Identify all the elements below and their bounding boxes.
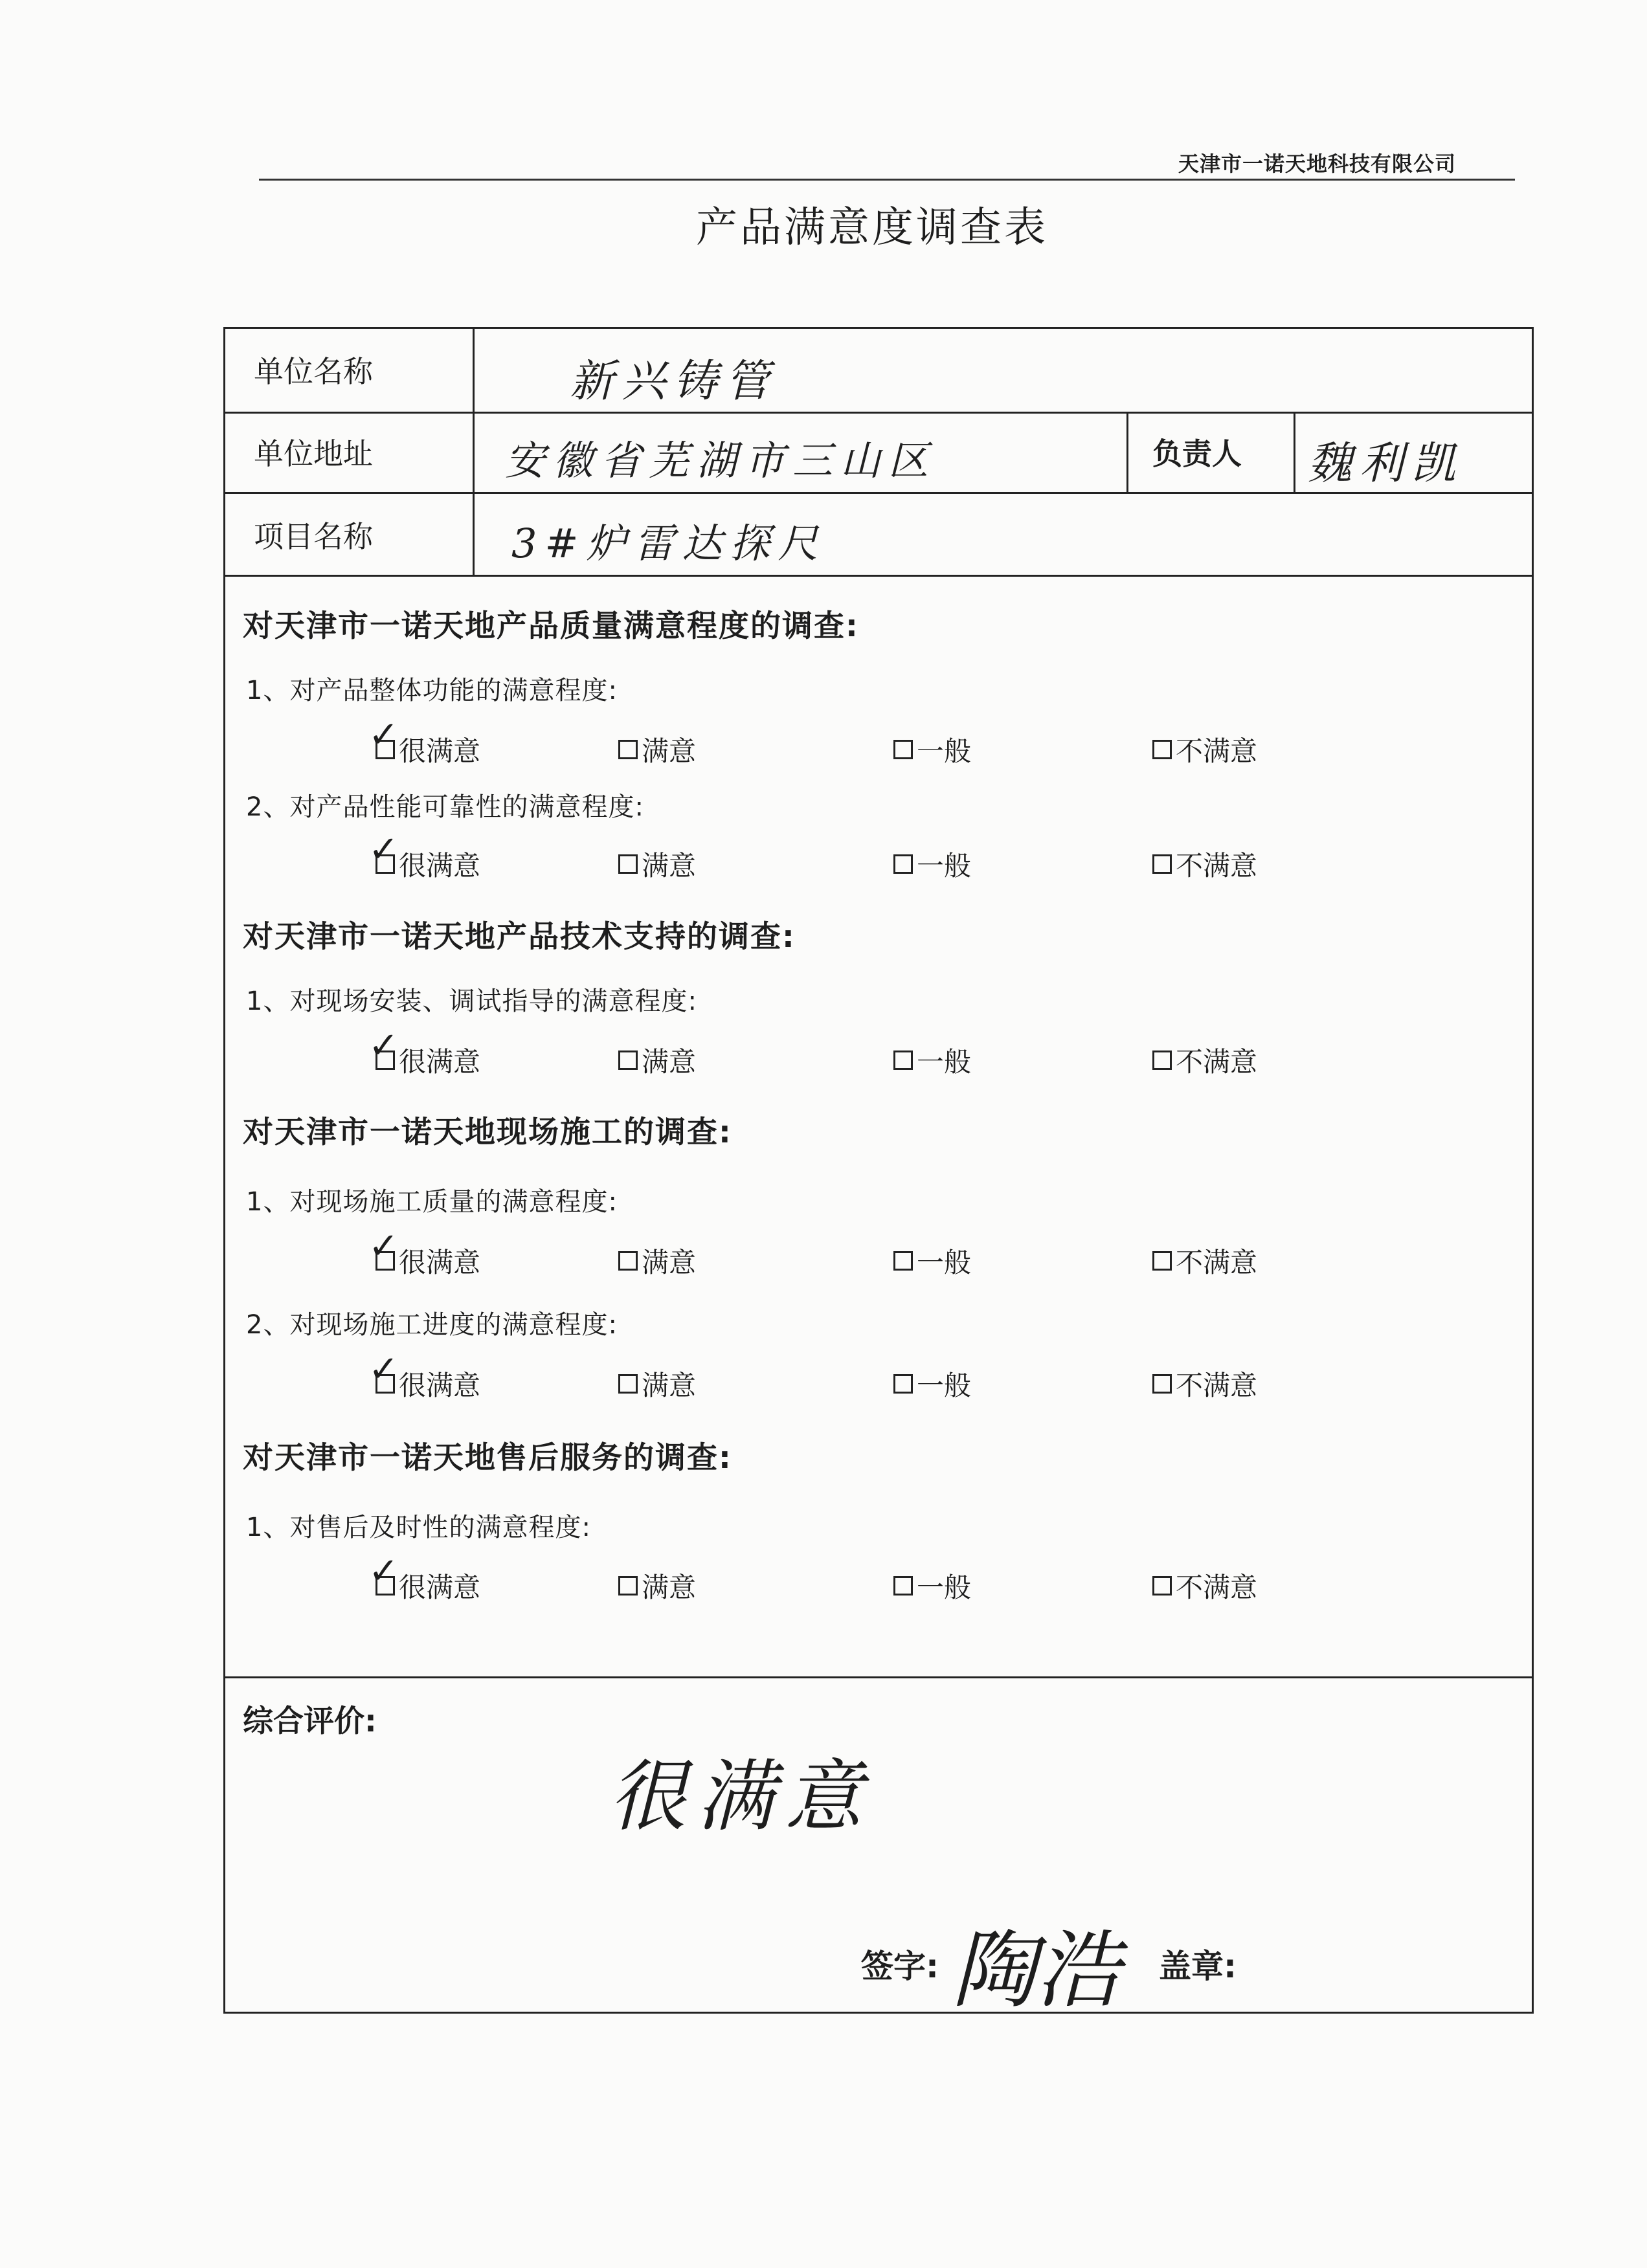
unit-address-value: 安徽省芜湖市三山区 (505, 437, 937, 484)
question-after-sales-timeliness: 1、对售后及时性的满意程度: (246, 1513, 591, 1542)
option-satisfied[interactable]: 满意 (618, 1041, 696, 1080)
checkbox[interactable] (893, 1251, 913, 1271)
option-average[interactable]: 一般 (893, 730, 971, 769)
seal-label: 盖章: (1159, 1948, 1237, 1985)
form-title: 产品满意度调查表 (696, 204, 1048, 252)
overall-evaluation-value: 很满意 (609, 1752, 873, 1842)
checkbox[interactable] (618, 1051, 638, 1070)
option-unsatisfied[interactable]: 不满意 (1152, 1241, 1257, 1280)
person-in-charge-label: 负责人 (1152, 436, 1242, 471)
question-construction-quality: 1、对现场施工质量的满意程度: (246, 1187, 618, 1217)
option-satisfied[interactable]: 满意 (618, 1566, 696, 1605)
company-name: 天津市一诺天地科技有限公司 (1178, 151, 1457, 176)
unit-address-label: 单位地址 (254, 436, 373, 471)
checkbox[interactable] (893, 1374, 913, 1394)
option-unsatisfied[interactable]: 不满意 (1152, 845, 1257, 884)
check-mark-icon: ✓ (368, 1348, 399, 1390)
checkbox[interactable] (368, 1550, 399, 1595)
info-col-divider (1126, 412, 1128, 494)
option-very-satisfied[interactable]: ✓ 很满意 (368, 1550, 481, 1603)
survey-form (223, 327, 1534, 2014)
header-rule (259, 179, 1515, 181)
check-mark-icon: ✓ (368, 1025, 399, 1067)
option-satisfied[interactable]: 满意 (618, 845, 696, 884)
option-unsatisfied[interactable]: 不满意 (1152, 1364, 1257, 1403)
unit-name-value: 新兴铸管 (570, 356, 778, 407)
check-mark-icon: ✓ (368, 1225, 399, 1267)
checkbox[interactable] (893, 1576, 913, 1595)
option-very-satisfied[interactable]: ✓ 很满意 (368, 1225, 481, 1278)
option-average[interactable]: 一般 (893, 845, 971, 884)
option-average[interactable]: 一般 (893, 1041, 971, 1080)
option-satisfied[interactable]: 满意 (618, 730, 696, 769)
overall-evaluation-label: 综合评价: (243, 1704, 377, 1739)
question-construction-progress: 2、对现场施工进度的满意程度: (246, 1310, 618, 1340)
info-row-divider (223, 575, 1532, 577)
checkbox[interactable] (1152, 740, 1172, 759)
section-title-construction: 对天津市一诺天地现场施工的调查: (243, 1115, 732, 1150)
checkbox[interactable] (368, 1025, 399, 1070)
project-name-value: 3#炉雷达探尺 (511, 520, 826, 567)
evaluation-divider (223, 1676, 1532, 1678)
info-row-divider (223, 412, 1532, 414)
checkbox[interactable] (1152, 1374, 1172, 1394)
question-reliability: 2、对产品性能可靠性的满意程度: (246, 792, 644, 822)
checkbox[interactable] (618, 740, 638, 759)
checkbox[interactable] (618, 1576, 638, 1595)
checkbox[interactable] (368, 1348, 399, 1394)
option-average[interactable]: 一般 (893, 1364, 971, 1403)
checkbox[interactable] (618, 1251, 638, 1271)
person-in-charge-value: 魏利凯 (1308, 438, 1464, 489)
section-title-quality: 对天津市一诺天地产品质量满意程度的调查: (243, 608, 859, 644)
signature-label: 签字: (861, 1948, 939, 1985)
section-title-tech-support: 对天津市一诺天地产品技术支持的调查: (243, 919, 796, 955)
option-unsatisfied[interactable]: 不满意 (1152, 730, 1257, 769)
checkbox[interactable] (368, 828, 399, 874)
check-mark-icon: ✓ (368, 828, 399, 871)
checkbox[interactable] (893, 854, 913, 874)
check-mark-icon: ✓ (368, 714, 399, 756)
option-unsatisfied[interactable]: 不满意 (1152, 1566, 1257, 1605)
info-col-divider (473, 327, 475, 577)
checkbox[interactable] (893, 1051, 913, 1070)
check-mark-icon: ✓ (368, 1550, 399, 1592)
checkbox[interactable] (368, 714, 399, 759)
checkbox[interactable] (1152, 1251, 1172, 1271)
checkbox[interactable] (618, 1374, 638, 1394)
checkbox[interactable] (893, 740, 913, 759)
question-installation-guidance: 1、对现场安装、调试指导的满意程度: (246, 986, 697, 1016)
unit-name-label: 单位名称 (254, 354, 373, 389)
info-col-divider (1294, 412, 1295, 494)
option-very-satisfied[interactable]: ✓ 很满意 (368, 1348, 481, 1401)
signature-value: 陶浩 (952, 1921, 1121, 2019)
question-overall-function: 1、对产品整体功能的满意程度: (246, 676, 618, 706)
option-average[interactable]: 一般 (893, 1566, 971, 1605)
checkbox[interactable] (368, 1225, 399, 1271)
option-satisfied[interactable]: 满意 (618, 1364, 696, 1403)
checkbox[interactable] (1152, 1576, 1172, 1595)
option-very-satisfied[interactable]: ✓ 很满意 (368, 714, 481, 767)
option-average[interactable]: 一般 (893, 1241, 971, 1280)
option-very-satisfied[interactable]: ✓ 很满意 (368, 828, 481, 882)
project-name-label: 项目名称 (254, 519, 373, 554)
checkbox[interactable] (1152, 1051, 1172, 1070)
option-unsatisfied[interactable]: 不满意 (1152, 1041, 1257, 1080)
option-satisfied[interactable]: 满意 (618, 1241, 696, 1280)
checkbox[interactable] (1152, 854, 1172, 874)
section-title-after-sales: 对天津市一诺天地售后服务的调查: (243, 1440, 732, 1476)
info-row-divider (223, 492, 1532, 494)
checkbox[interactable] (618, 854, 638, 874)
option-very-satisfied[interactable]: ✓ 很满意 (368, 1025, 481, 1078)
